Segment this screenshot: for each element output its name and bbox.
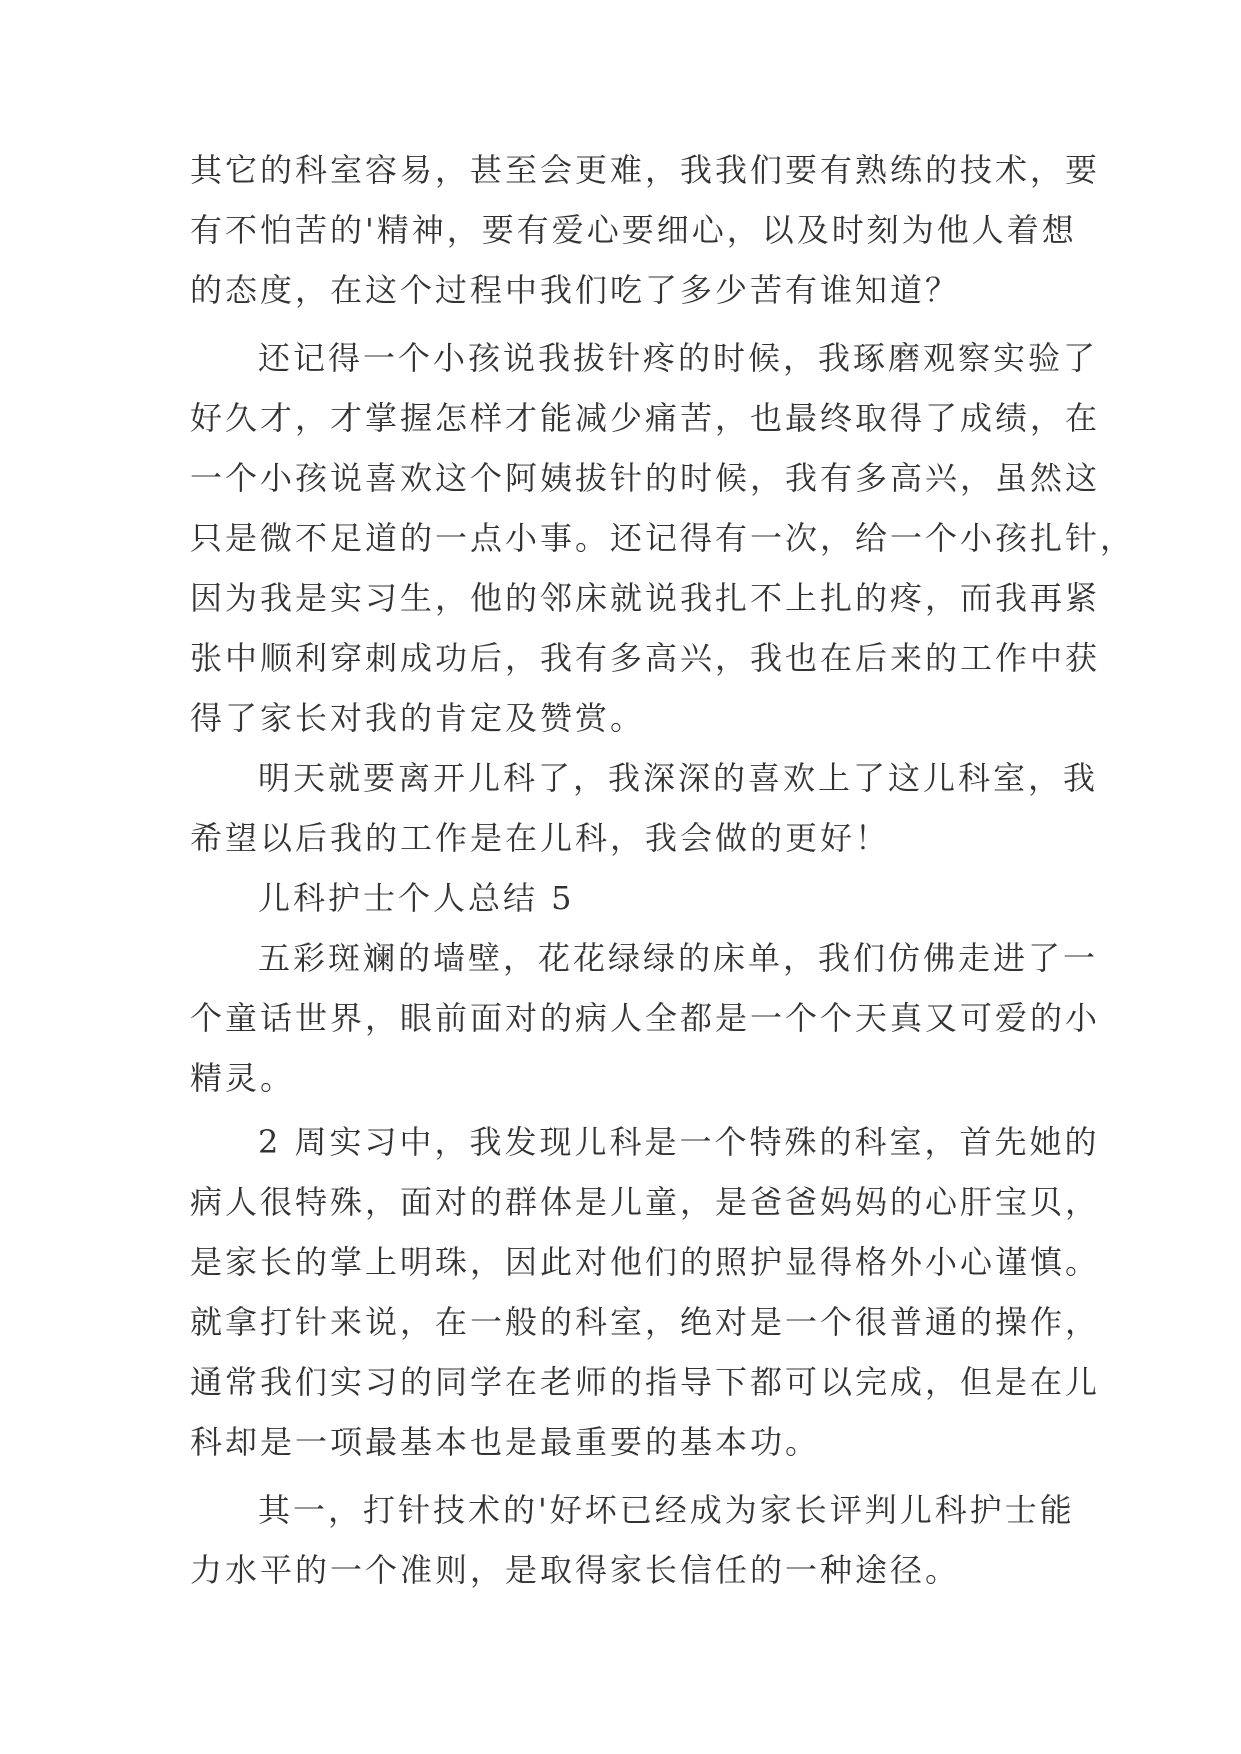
text-line: 力水平的一个准则，是取得家长信任的一种途径。 bbox=[190, 1551, 961, 1589]
text-line: 得了家长对我的肯定及赞赏。 bbox=[190, 699, 646, 737]
text-line: 就拿打针来说，在一般的科室，绝对是一个很普通的操作， bbox=[190, 1303, 1101, 1341]
text-line: 希望以后我的工作是在儿科，我会做的更好！ bbox=[190, 819, 891, 857]
text-line: 只是微不足道的一点小事。还记得有一次，给一个小孩扎针， bbox=[190, 519, 1136, 557]
text-line: 五彩斑斓的墙壁，花花绿绿的床单，我们仿佛走进了一 bbox=[258, 939, 1099, 977]
text-line: 其它的科室容易，甚至会更难，我我们要有熟练的技术，要 bbox=[190, 151, 1101, 189]
text-line: 个童话世界，眼前面对的病人全都是一个个天真又可爱的小 bbox=[190, 999, 1101, 1037]
text-line: 通常我们实习的同学在老师的指导下都可以完成，但是在儿 bbox=[190, 1363, 1101, 1401]
text-line: 2 周实习中，我发现儿科是一个特殊的科室，首先她的 bbox=[258, 1123, 1100, 1161]
text-line: 一个小孩说喜欢这个阿姨拔针的时候，我有多高兴，虽然这 bbox=[190, 459, 1101, 497]
text-line: 科却是一项最基本也是最重要的基本功。 bbox=[190, 1423, 821, 1461]
text-line: 精灵。 bbox=[190, 1059, 296, 1097]
text-line: 有不怕苦的'精神，要有爱心要细心，以及时刻为他人着想 bbox=[190, 211, 1077, 249]
text-line: 是家长的掌上明珠，因此对他们的照护显得格外小心谨慎。 bbox=[190, 1243, 1101, 1281]
text-line: 还记得一个小孩说我拔针疼的时候，我琢磨观察实验了 bbox=[258, 339, 1099, 377]
text-line: 好久才，才掌握怎样才能减少痛苦，也最终取得了成绩，在 bbox=[190, 399, 1101, 437]
text-line: 明天就要离开儿科了，我深深的喜欢上了这儿科室，我 bbox=[258, 759, 1099, 797]
section-heading: 儿科护士个人总结 5 bbox=[258, 879, 575, 917]
text-line: 张中顺利穿刺成功后，我有多高兴，我也在后来的工作中获 bbox=[190, 639, 1101, 677]
text-line: 其一，打针技术的'好坏已经成为家长评判儿科护士能 bbox=[258, 1491, 1075, 1529]
text-line: 因为我是实习生，他的邻床就说我扎不上扎的疼，而我再紧 bbox=[190, 579, 1101, 617]
text-line: 病人很特殊，面对的群体是儿童，是爸爸妈妈的心肝宝贝， bbox=[190, 1183, 1101, 1221]
text-line: 的态度，在这个过程中我们吃了多少苦有谁知道？ bbox=[190, 271, 961, 309]
